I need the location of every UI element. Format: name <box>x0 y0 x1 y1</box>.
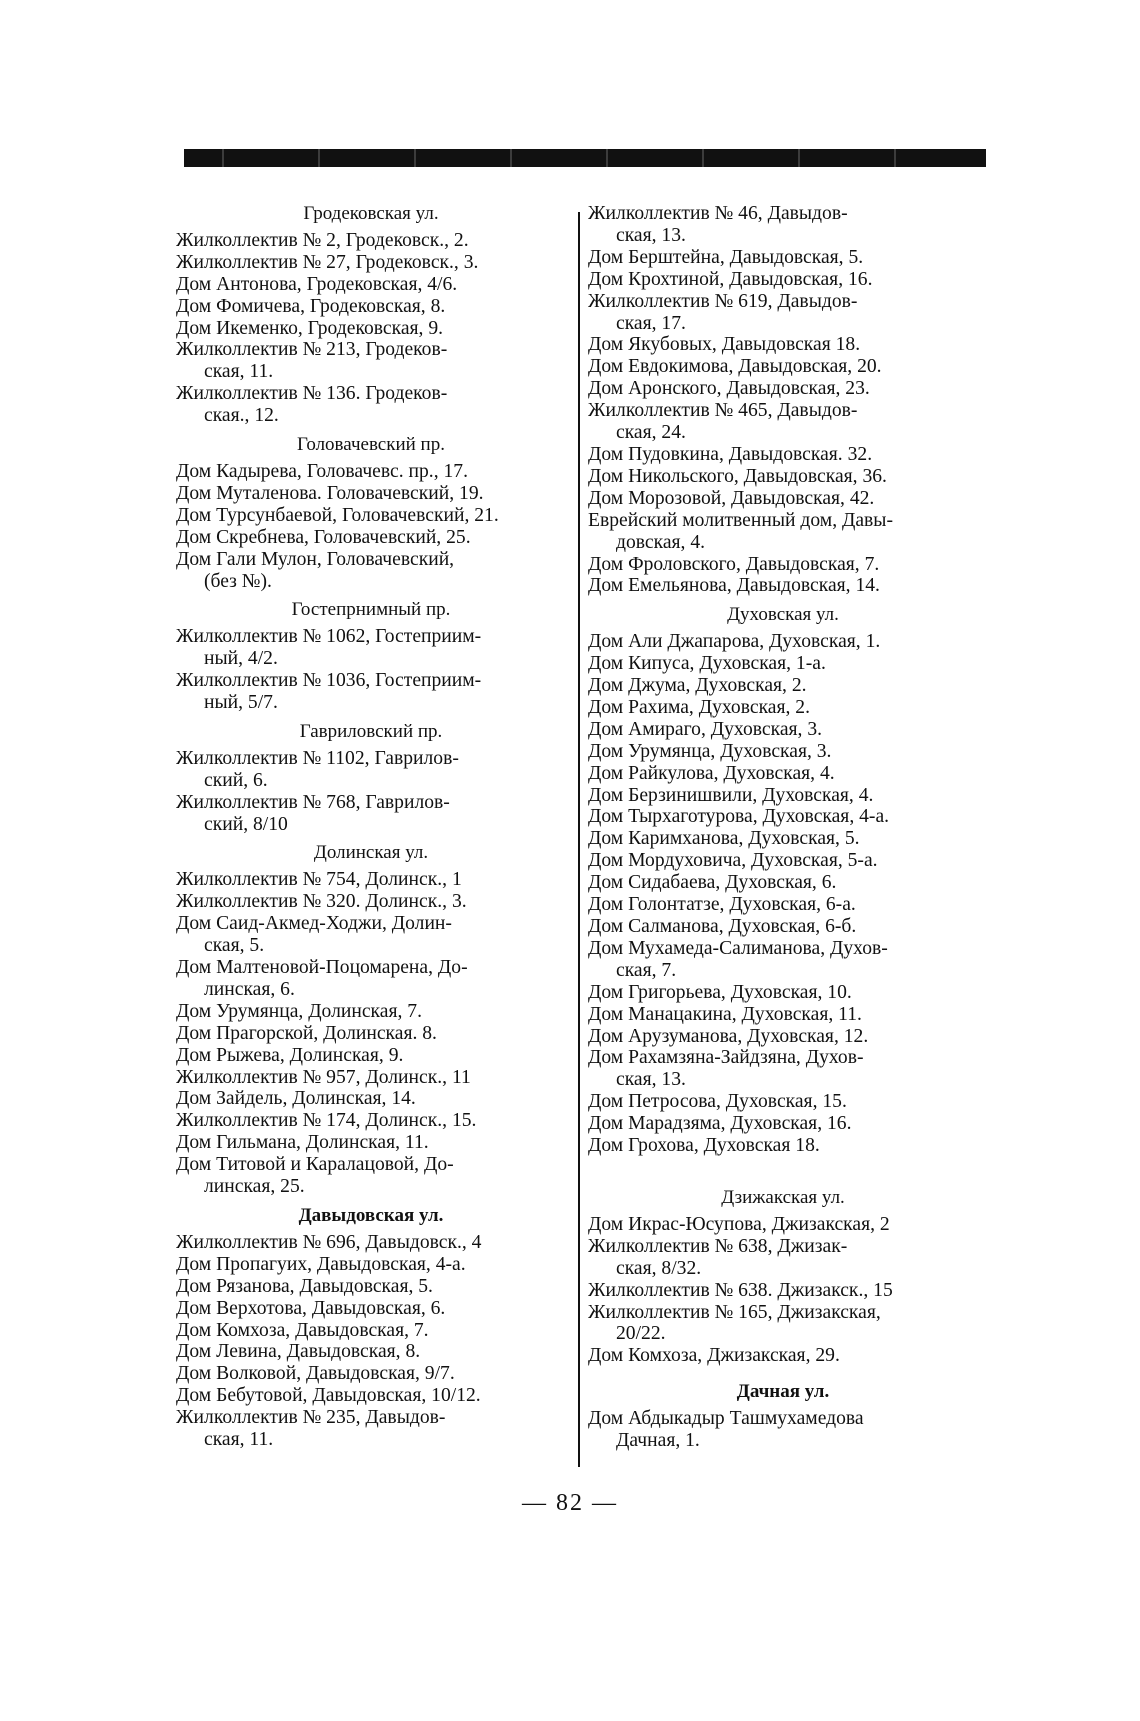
address-entry <box>176 296 566 318</box>
address-entry <box>588 982 978 1004</box>
address-entry <box>588 938 978 982</box>
column-divider <box>578 212 580 1467</box>
entry-continuation: ская, 7. <box>616 959 677 981</box>
address-entry <box>588 1047 978 1091</box>
address-entry <box>588 1004 978 1026</box>
entry-line: Жилколлектив № 957, Долинск., 11 <box>176 1066 471 1088</box>
entry-line: Жилколлектив № 1036, Гостеприим- <box>176 670 482 692</box>
entry-line: Дом Рыжева, Долинская, 9. <box>176 1044 404 1066</box>
entry-line: Дом Берштейна, Давыдовская, 5. <box>588 246 864 268</box>
entry-line: Дом Никольского, Давыдовская, 36. <box>588 465 887 487</box>
address-entry <box>588 269 978 291</box>
address-entry <box>176 252 566 274</box>
entry-line: Дом Волковой, Давыдовская, 9/7. <box>176 1363 455 1385</box>
entry-line: Дом Райкулова, Духовская, 4. <box>588 762 835 784</box>
address-entry <box>176 527 566 549</box>
address-entry <box>176 1110 566 1132</box>
entry-line: Дом Крохтиной, Давыдовская, 16. <box>588 268 873 290</box>
address-entry <box>588 1091 978 1113</box>
address-entry <box>176 1385 566 1407</box>
address-entry <box>176 1001 566 1023</box>
address-entry <box>588 828 978 850</box>
address-entry <box>588 1302 978 1346</box>
entry-line: Дом Рахамзяна-Зайдзяна, Духов- <box>588 1047 864 1069</box>
entry-line: Дом Урумянца, Духовская, 3. <box>588 740 832 762</box>
entry-continuation: линская, 6. <box>204 978 295 1000</box>
entry-line: Дом Икрас-Юсупова, Джизакская, 2 <box>588 1213 890 1235</box>
entry-line: Жилколлектив № 638. Джизакск., 15 <box>588 1279 893 1301</box>
entry-line: Жилколлектив № 174, Долинск., 15. <box>176 1110 477 1132</box>
entry-line: Дом Грохова, Духовская 18. <box>588 1135 820 1157</box>
entry-line: Дом Каримханова, Духовская, 5. <box>588 828 860 850</box>
entry-line: Жилколлектив № 619, Давыдов- <box>588 290 858 312</box>
address-entry <box>588 575 978 597</box>
address-entry <box>588 1345 978 1367</box>
entry-line: Дом Прагорской, Долинская. 8. <box>176 1022 437 1044</box>
address-entry <box>176 913 566 957</box>
address-entry <box>588 554 978 576</box>
entry-continuation: Дачная, 1. <box>616 1430 700 1452</box>
entry-line: Дом Рахима, Духовская, 2. <box>588 696 810 718</box>
address-entry <box>588 894 978 916</box>
street-heading: Духовская ул. <box>727 604 839 626</box>
entry-continuation: ская, 11. <box>204 361 274 383</box>
address-entry <box>176 483 566 505</box>
entry-line: Дом Мордуховича, Духовская, 5-а. <box>588 850 878 872</box>
address-entry <box>176 383 566 427</box>
entry-line: Дом Мухамеда-Салиманова, Духов- <box>588 937 888 959</box>
entry-continuation: линская, 25. <box>204 1176 305 1198</box>
entry-line: Дом Урумянца, Долинская, 7. <box>176 1000 422 1022</box>
address-entry <box>588 719 978 741</box>
street-heading: Головачевский пр. <box>297 434 445 456</box>
address-entry <box>176 1154 566 1198</box>
address-entry <box>176 670 566 714</box>
entry-line: Дом Абдыкадыр Ташмухамедова <box>588 1408 864 1430</box>
entry-continuation: ный, 5/7. <box>204 692 278 714</box>
address-entry <box>176 1298 566 1320</box>
address-entry <box>176 1341 566 1363</box>
address-entry <box>588 850 978 872</box>
address-entry <box>588 741 978 763</box>
address-entry <box>588 488 978 510</box>
entry-line: Дом Аронского, Давыдовская, 23. <box>588 378 870 400</box>
address-entry <box>176 318 566 340</box>
entry-line: Дом Бебутовой, Давыдовская, 10/12. <box>176 1385 481 1407</box>
entry-line: Дом Тырхаготурова, Духовская, 4-а. <box>588 806 890 828</box>
address-entry <box>588 1135 978 1157</box>
address-entry <box>588 1113 978 1135</box>
entry-continuation: ский, 6. <box>204 769 268 791</box>
address-entry <box>588 806 978 828</box>
address-entry <box>588 291 978 335</box>
address-entry <box>176 1320 566 1342</box>
address-entry <box>588 1408 978 1452</box>
entry-line: Жилколлектив № 320. Долинск., 3. <box>176 891 467 913</box>
entry-line: Дом Турсунбаевой, Головачевский, 21. <box>176 504 499 526</box>
entry-line: Дом Комхоза, Джизакская, 29. <box>588 1345 840 1367</box>
street-heading: Гродековская ул. <box>303 203 439 224</box>
address-entry <box>588 675 978 697</box>
entry-line: Дом Икеменко, Гродековская, 9. <box>176 317 444 339</box>
address-entry <box>588 916 978 938</box>
entry-line: Дом Кипуса, Духовская, 1-а. <box>588 653 826 675</box>
address-entry <box>588 653 978 675</box>
entry-line: Жилколлектив № 235, Давыдов- <box>176 1407 446 1429</box>
entry-line: Жилколлектив № 165, Джизакская, <box>588 1301 881 1323</box>
entry-line: Дом Верхотова, Давыдовская, 6. <box>176 1297 446 1319</box>
right-column <box>588 203 978 1452</box>
entry-line: Жилколлектив № 213, Гродеков- <box>176 339 448 361</box>
entry-line: Дом Али Джапарова, Духовская, 1. <box>588 631 881 653</box>
address-entry <box>588 697 978 719</box>
entry-line: Жилколлектив № 696, Давыдовск., 4 <box>176 1231 482 1253</box>
address-entry <box>176 1254 566 1276</box>
entry-line: Дом Амираго, Духовская, 3. <box>588 718 823 740</box>
entry-line: Дом Якубовых, Давыдовская 18. <box>588 334 861 356</box>
left-column <box>176 203 566 1451</box>
entry-line: Дом Титовой и Каралацовой, До- <box>176 1154 454 1176</box>
address-entry <box>588 1236 978 1280</box>
address-entry <box>176 549 566 593</box>
street-heading: Гостепрнимный пр. <box>291 599 451 621</box>
entry-line: Жилколлектив № 46, Давыдов- <box>588 203 848 224</box>
street-heading: Дзижакская ул. <box>721 1186 845 1208</box>
street-heading: Дачная ул. <box>736 1381 830 1403</box>
address-entry <box>588 203 978 247</box>
entry-continuation: довская, 4. <box>616 531 706 553</box>
street-heading: Гавриловский пр. <box>299 720 443 742</box>
entry-line: Дом Емельянова, Давыдовская, 14. <box>588 575 880 597</box>
entry-line: Дом Рязанова, Давыдовская, 5. <box>176 1275 433 1297</box>
address-entry <box>588 510 978 554</box>
address-entry <box>588 334 978 356</box>
entry-line: Дом Фомичева, Гродековская, 8. <box>176 295 446 317</box>
entry-continuation: ская, 11. <box>204 1429 274 1451</box>
street-heading: Давыдовская ул. <box>298 1204 444 1226</box>
address-entry <box>588 1214 978 1236</box>
entry-line: Дом Сидабаева, Духовская, 6. <box>588 872 837 894</box>
entry-line: Дом Комхоза, Давыдовская, 7. <box>176 1319 429 1341</box>
entry-continuation: ская, 8/32. <box>616 1257 702 1279</box>
entry-line: Жилколлектив № 465, Давыдов- <box>588 400 858 422</box>
entry-continuation: ный, 4/2. <box>204 648 278 670</box>
entry-line: Дом Пудовкина, Давыдовская. 32. <box>588 443 873 465</box>
entry-continuation: (без №). <box>204 570 272 592</box>
address-entry <box>588 872 978 894</box>
address-entry <box>588 1280 978 1302</box>
entry-continuation: ская, 13. <box>616 1069 686 1091</box>
entry-line: Дом Гильмана, Долинская, 11. <box>176 1132 429 1154</box>
entry-line: Дом Скребнева, Головачевский, 25. <box>176 526 471 548</box>
entry-line: Дом Кадырева, Головачевс. пр., 17. <box>176 460 468 482</box>
address-entry <box>176 1067 566 1089</box>
entry-continuation: ская, 24. <box>616 422 686 444</box>
address-entry <box>176 1088 566 1110</box>
address-entry <box>588 763 978 785</box>
address-entry <box>176 1363 566 1385</box>
entry-line: Дом Фроловского, Давыдовская, 7. <box>588 553 880 575</box>
entry-line: Дом Голонтатзе, Духовская, 6-а. <box>588 894 856 916</box>
entry-line: Дом Петросова, Духовская, 15. <box>588 1091 847 1113</box>
address-entry <box>176 869 566 891</box>
entry-line: Дом Морозовой, Давыдовская, 42. <box>588 487 875 509</box>
street-heading: Долинская ул. <box>313 842 429 864</box>
entry-continuation: 20/22. <box>616 1323 666 1345</box>
address-entry <box>176 957 566 1001</box>
address-entry <box>176 1132 566 1154</box>
address-entry <box>588 400 978 444</box>
address-entry <box>176 891 566 913</box>
entry-continuation: ская., 12. <box>204 405 279 427</box>
entry-line: Дом Евдокимова, Давыдовская, 20. <box>588 356 882 378</box>
entry-line: Дом Левина, Давыдовская, 8. <box>176 1341 421 1363</box>
entry-line: Дом Джума, Духовская, 2. <box>588 675 807 697</box>
entry-line: Дом Арузуманова, Духовская, 12. <box>588 1025 869 1047</box>
address-entry <box>588 378 978 400</box>
address-entry <box>176 461 566 483</box>
address-entry <box>176 274 566 296</box>
entry-line: Дом Зайдель, Долинская, 14. <box>176 1088 416 1110</box>
address-entry <box>176 1045 566 1067</box>
address-entry <box>176 505 566 527</box>
address-entry <box>176 626 566 670</box>
entry-line: Дом Гали Мулон, Головачевский, <box>176 548 455 570</box>
entry-line: Жилколлектив № 768, Гаврилов- <box>176 791 450 813</box>
address-entry <box>588 444 978 466</box>
address-entry <box>588 466 978 488</box>
entry-line: Жилколлектив № 136. Гродеков- <box>176 383 448 405</box>
entry-line: Жилколлектив № 754, Долинск., 1 <box>176 869 462 891</box>
top-rule <box>184 149 986 167</box>
address-entry <box>176 792 566 836</box>
entry-line: Дом Пропагуих, Давыдовская, 4-а. <box>176 1253 466 1275</box>
entry-line: Дом Саид-Акмед-Ходжи, Долин- <box>176 913 452 935</box>
address-entry <box>176 1023 566 1045</box>
entry-continuation: ский, 8/10 <box>204 813 288 835</box>
entry-line: Дом Григорьева, Духовская, 10. <box>588 981 852 1003</box>
entry-continuation: ская, 13. <box>616 224 686 246</box>
address-entry <box>176 339 566 383</box>
entry-line: Жилколлектив № 2, Гродековск., 2. <box>176 229 469 251</box>
address-entry <box>176 230 566 252</box>
entry-line: Жилколлектив № 1062, Гостеприим- <box>176 626 482 648</box>
entry-line: Дом Манацакина, Духовская, 11. <box>588 1003 862 1025</box>
entry-line: Жилколлектив № 1102, Гаврилов- <box>176 747 459 769</box>
entry-line: Еврейский молитвенный дом, Давы- <box>588 509 893 531</box>
entry-line: Жилколлектив № 638, Джизак- <box>588 1235 848 1257</box>
address-entry <box>176 748 566 792</box>
entry-line: Жилколлектив № 27, Гродековск., 3. <box>176 251 479 273</box>
address-entry <box>176 1407 566 1451</box>
address-entry <box>176 1276 566 1298</box>
address-entry <box>588 785 978 807</box>
address-entry <box>588 631 978 653</box>
entry-continuation: ская, 5. <box>204 935 265 957</box>
entry-line: Дом Антонова, Гродековская, 4/6. <box>176 273 458 295</box>
address-entry <box>176 1232 566 1254</box>
page-number: — 82 — <box>522 1490 618 1516</box>
entry-continuation: ская, 17. <box>616 312 686 334</box>
address-entry <box>588 1026 978 1048</box>
entry-line: Дом Марадзяма, Духовская, 16. <box>588 1113 852 1135</box>
entry-line: Дом Муталенова. Головачевский, 19. <box>176 482 484 504</box>
address-entry <box>588 356 978 378</box>
address-entry <box>588 247 978 269</box>
entry-line: Дом Салманова, Духовская, 6-б. <box>588 916 857 937</box>
entry-line: Дом Малтеновой-Поцомарена, До- <box>176 957 468 978</box>
entry-line: Дом Берзинишвили, Духовская, 4. <box>588 784 874 806</box>
